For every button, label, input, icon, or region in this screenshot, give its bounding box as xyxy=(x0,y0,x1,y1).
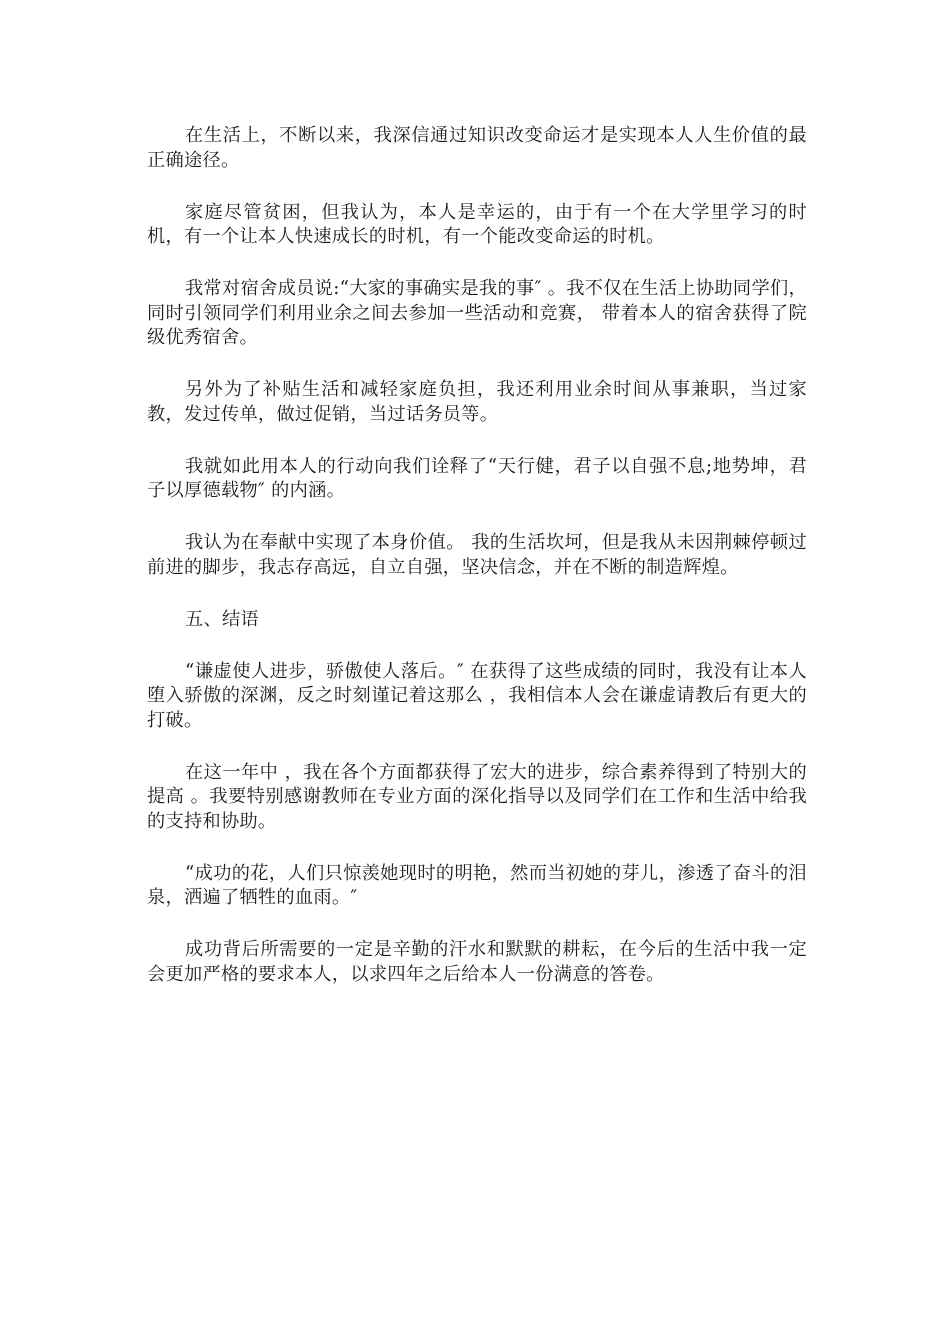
section-heading-conclusion: 五、结语 xyxy=(185,608,259,630)
paragraph-quote-success: “成功的花，人们只惊羡她现时的明艳，然而当初她的芽儿，渗透了奋斗的泪泉，洒遍了牺牲的血雨。″ xyxy=(147,862,807,908)
paragraph-life-belief: 在生活上，不断以来，我深信通过知识改变命运才是实现本人人生价值的最正确途径。 xyxy=(147,125,807,171)
paragraph-modesty: “谦虚使人进步，骄傲使人落后。″ 在获得了这些成绩的同时，我没有让本人堕入骄傲的深渊，反之时刻谨记着这那么 ，我相信本人会在谦虚请教后有更大的打破。 xyxy=(147,660,807,731)
paragraph-gratitude: 在这一年中 ，我在各个方面都获得了宏大的进步，综合素养得到了特别大的提高 。我要特别感谢教师在专业方面的深化指导以及同学们在工作和生活中给我的支持和协助。 xyxy=(147,761,807,832)
paragraph-future: 成功背后所需要的一定是辛勤的汗水和默默的耕耘，在今后的生活中我一定会更加严格的要求本人，以求四年之后给本人一份满意的答卷。 xyxy=(147,939,807,985)
paragraph-family: 家庭尽管贫困，但我认为，本人是幸运的，由于有一个在大学里学习的时机，有一个让本人快速成长的时机，有一个能改变命运的时机。 xyxy=(147,201,807,247)
paragraph-dormitory: 我常对宿舍成员说:“大家的事确实是我的事″ 。我不仅在生活上协助同学们，同时引领同学们利用业余之间去参加一些活动和竞赛， 带着本人的宿舍获得了院级优秀宿舍。 xyxy=(147,278,807,348)
paragraph-self-value: 我认为在奉献中实现了本身价值。 我的生活坎坷，但是我从未因荆棘停顿过前进的脚步，我志存高远，自立自强，坚决信念，并在不断的制造辉煌。 xyxy=(147,532,807,578)
document-page xyxy=(147,124,807,1015)
paragraph-part-time-work: 另外为了补贴生活和减轻家庭负担，我还利用业余时间从事兼职，当过家教，发过传单，做过促销，当过话务员等。 xyxy=(147,379,807,425)
paragraph-motto: 我就如此用本人的行动向我们诠释了“天行健，君子以自强不息;地势坤，君子以厚德载物″ 的内涵。 xyxy=(147,455,807,501)
